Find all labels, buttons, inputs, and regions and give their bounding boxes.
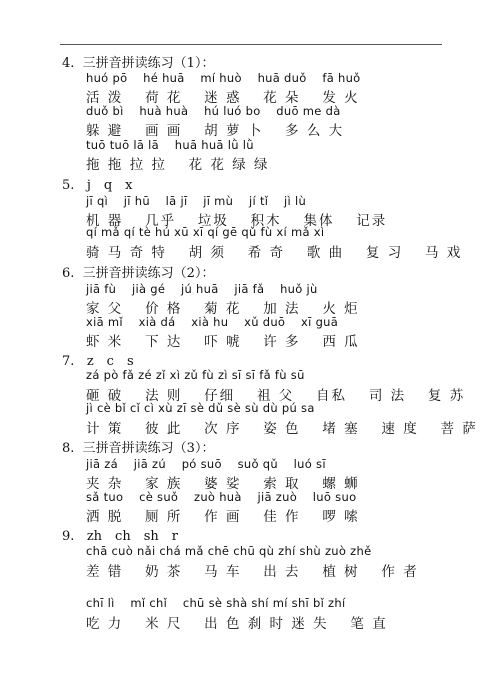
pinyin-line: duǒ bì huà huà hú luó bo duō me dà (86, 104, 341, 118)
hanzi-line: 骑 马 奇 特 胡 须 希 奇 歌 曲 复 习 马 戏 (86, 245, 463, 261)
pinyin-line: chā cuò nǎi chá mǎ chē chū qù zhí shù zuò zhě (86, 544, 372, 558)
top-rule (60, 44, 442, 45)
hanzi-line: 虾 米 下 达 吓 唬 许 多 西 瓜 (86, 334, 360, 350)
pinyin-line: huó pō hé huā mí huò huā duǒ fā huǒ (86, 71, 361, 85)
section-heading-5: 5. j q x (62, 178, 133, 193)
pinyin-line: jì cè bǐ cǐ cì xù zī sè dǔ sè sù dù pú sa (86, 401, 315, 415)
pinyin-line: jiā fù jià gé jú huā jiā fǎ huǒ jù (86, 282, 318, 296)
pinyin-line: jī qì jī hū lā jī jī mù jí tǐ jì lù (86, 194, 307, 208)
hanzi-line: 洒 脱 厕 所 作 画 佳 作 啰 嗦 (86, 509, 360, 525)
hanzi-line: 计 策 彼 此 次 序 姿 色 堵 塞 速 度 菩 萨 (86, 421, 478, 437)
pinyin-line: xiā mǐ xià dá xià hu xǔ duō xī guā (86, 315, 339, 329)
hanzi-line: 机 器 几乎 垃圾 积木 集体 记录 (86, 213, 388, 229)
hanzi-line: 活 泼 荷 花 迷 惑 花 朵 发 火 (86, 90, 360, 106)
hanzi-line: 吃 力 米 尺 出 色 刹 时 迷 失 笔 直 (86, 616, 388, 632)
hanzi-line: 砸 破 法 则 仔细 祖 父 自私 司 法 复 苏 (86, 388, 466, 404)
section-heading-9: 9. zh ch sh r (62, 529, 178, 544)
section-heading-7: 7. z c s (62, 354, 134, 369)
pinyin-line: jiā zá jiā zú pó suō suǒ qǔ luó sī (86, 457, 326, 471)
section-heading-8: 8. 三拼音拼读练习（3）： (62, 441, 215, 456)
pinyin-line: zá pò fǎ zé zǐ xì zǔ fù zì sī sī fǎ fù sū (86, 368, 305, 382)
hanzi-line: 躲 避 画 画 胡 萝 卜 多 么 大 (86, 123, 345, 139)
pinyin-line: chī lì mǐ chǐ chū sè shà shí mí shī bǐ zhí (86, 596, 346, 610)
pinyin-line: qí mǎ qí tè hú xū xī qí gē qǔ fù xí mǎ xì (86, 225, 325, 239)
hanzi-line: 拖 拖 拉 拉 花 花 绿 绿 (86, 157, 270, 173)
pinyin-line: sǎ tuo cè suǒ zuò huà jiā zuò luō suo (86, 490, 357, 504)
hanzi-line: 家 父 价 格 菊 花 加 法 火 炬 (86, 301, 360, 317)
pinyin-line: tuō tuō lā lā huā huā lǜ lǜ (86, 138, 254, 152)
hanzi-line: 夹 杂 家 族 婆 娑 索 取 螺 蛳 (86, 476, 360, 492)
section-heading-4: 4. 三拼音拼读练习（1）： (62, 56, 215, 71)
section-heading-6: 6. 三拼音拼读练习（2）： (62, 266, 215, 281)
hanzi-line: 差 错 奶 茶 马 车 出 去 植 树 作 者 (86, 564, 419, 580)
